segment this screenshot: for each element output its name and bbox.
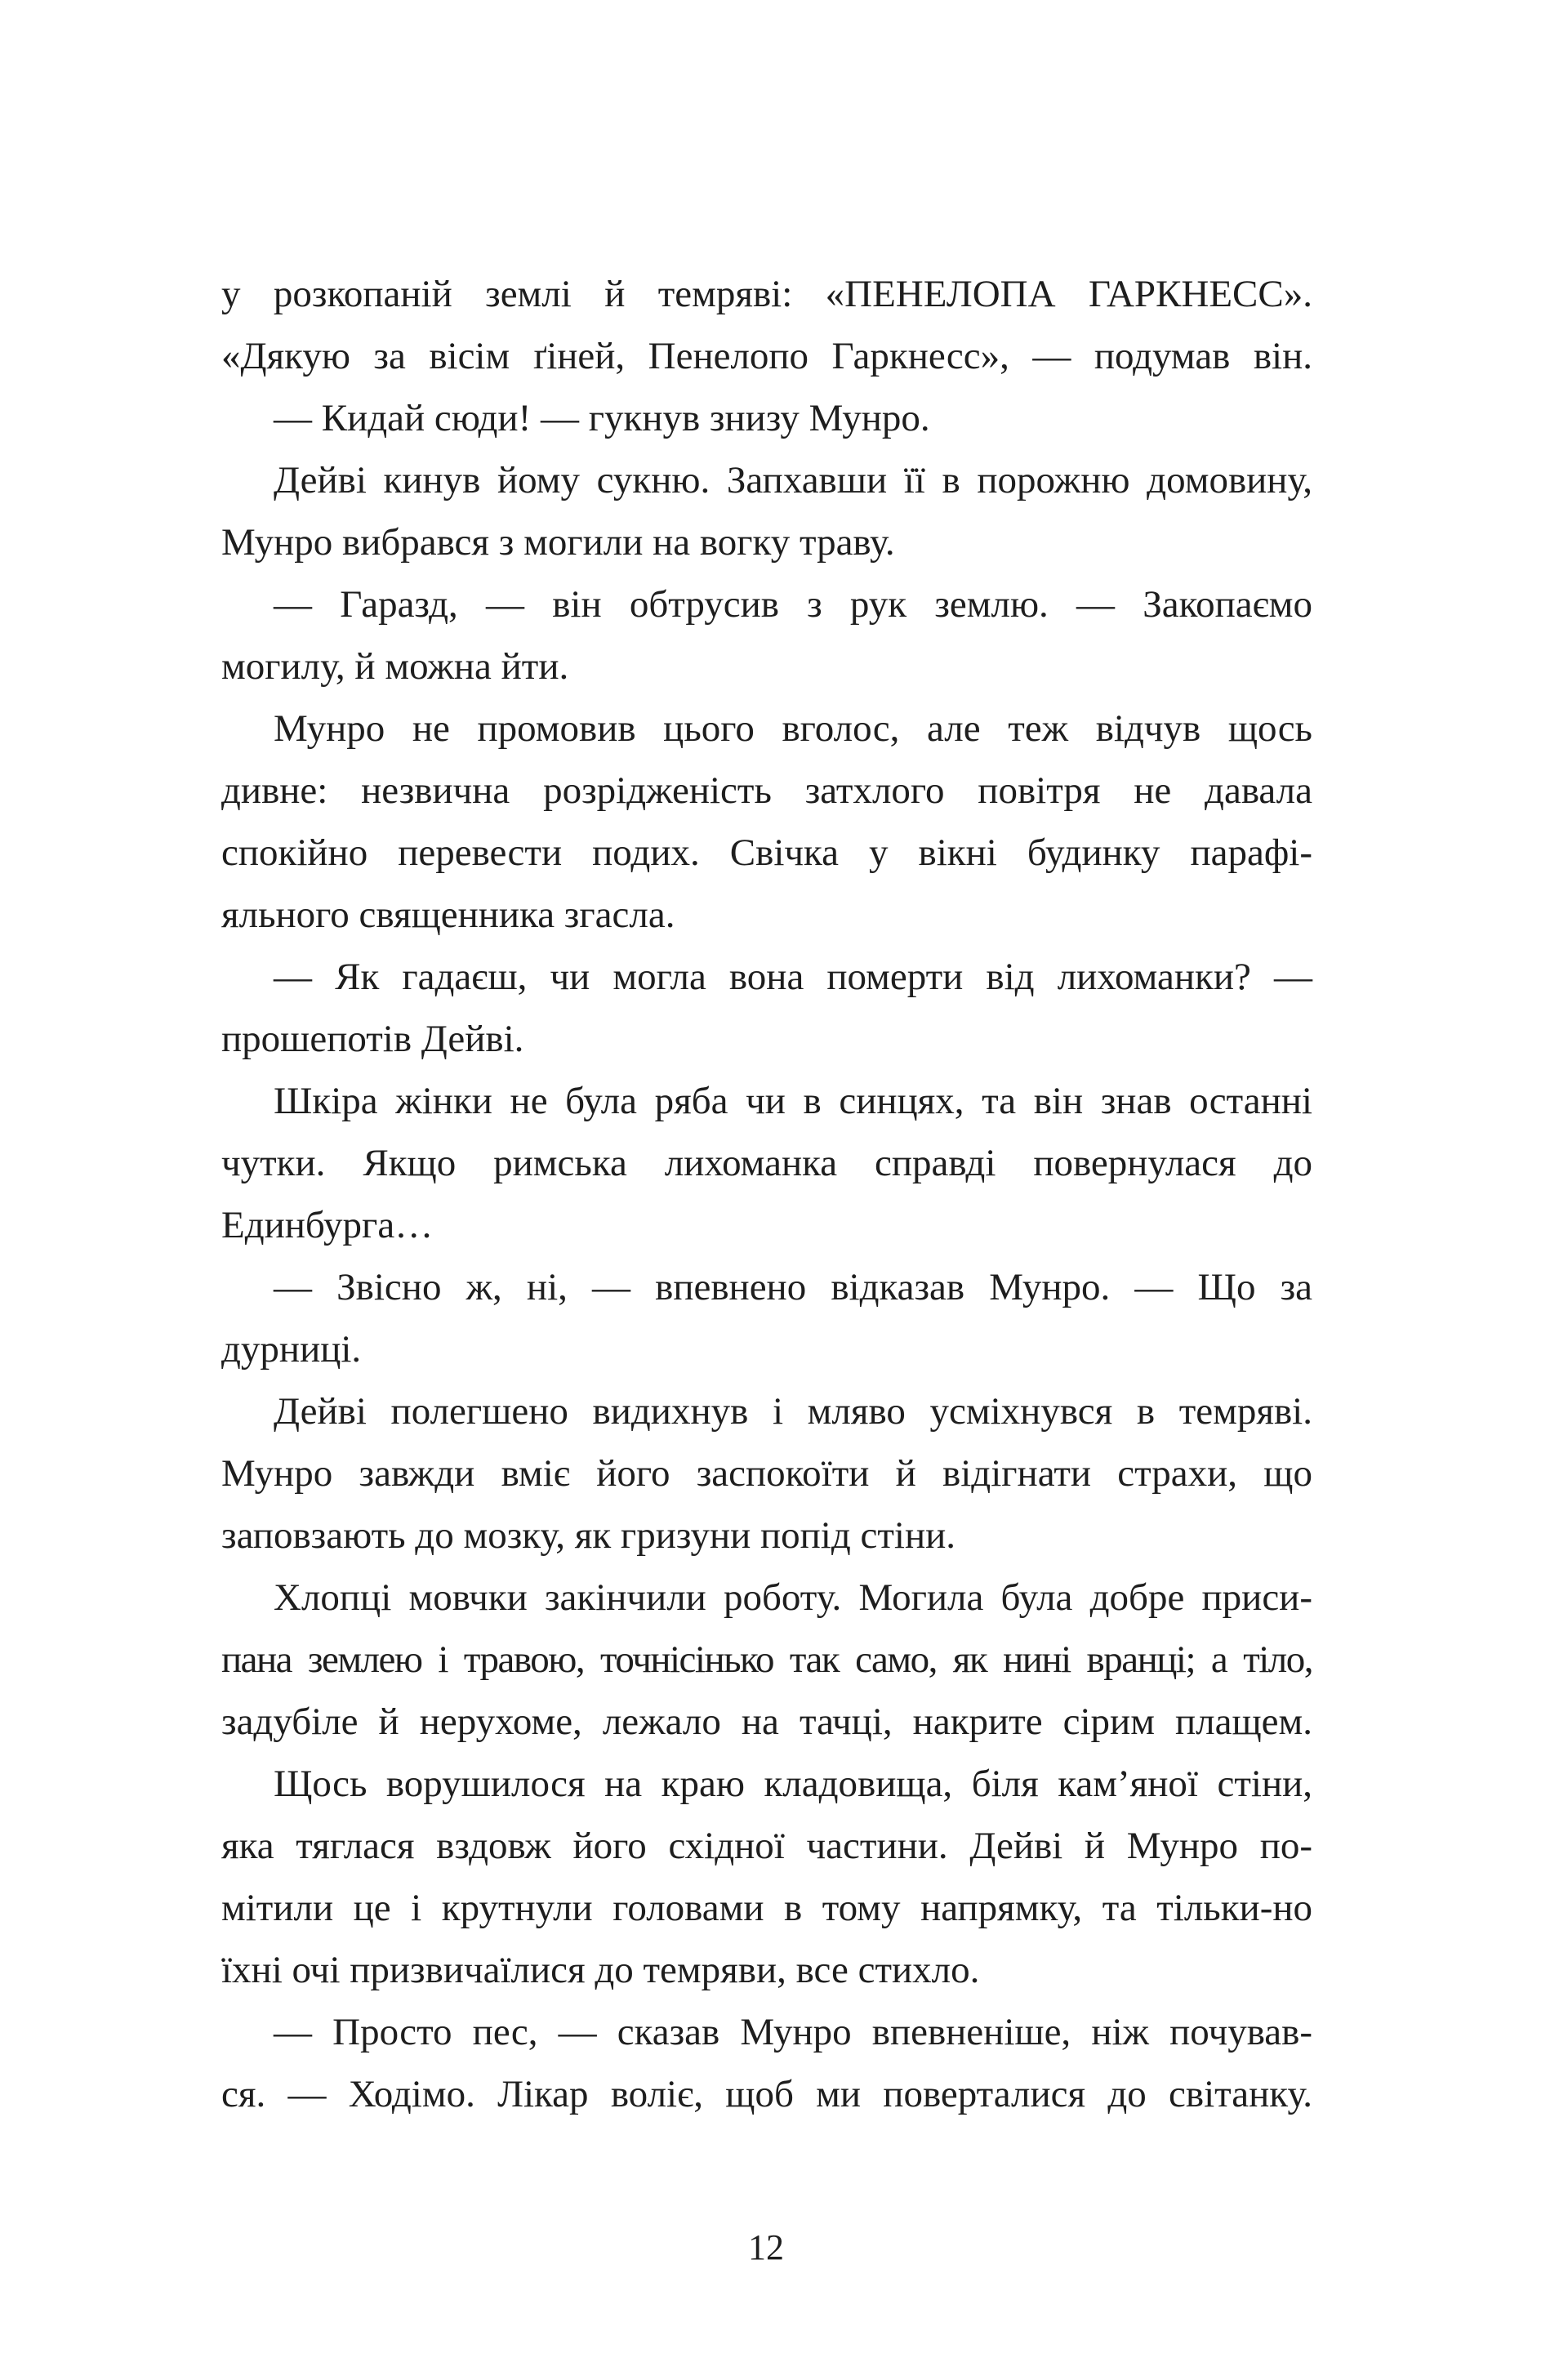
text-line: прошепотів Дейві. (221, 1018, 524, 1060)
text-line: мітили це і крутнули головами в тому напрямку, та тільки-но (221, 1887, 1312, 1929)
text-line: яка тяглася вздовж його східної частини. Дейві й Мунро по- (221, 1825, 1312, 1867)
text-line: спокійно перевести подих. Свічка у вікні будинку парафі- (221, 831, 1312, 874)
text-line: Дейві полегшено видихнув і мляво усміхнувся в темряві. (274, 1390, 1312, 1433)
text-line: Мунро вибрався з могили на вогку траву. (221, 521, 895, 564)
text-line: «Дякую за вісім ґіней, Пенелопо Гаркнесс», — подумав він. (221, 335, 1312, 377)
text-line: пана землею і травою, точнісінько так само, як нині вранці; а тіло, (221, 1638, 1312, 1681)
text-line: — Кидай сюди! — гукнув знизу Мунро. (274, 397, 930, 439)
text-line: заповзають до мозку, як гризуни попід стіни. (221, 1514, 956, 1557)
text-line: дурниці. (221, 1328, 362, 1371)
text-line: Дейві кинув йому сукню. Запхавши її в порожню домовину, (274, 459, 1312, 501)
text-line: — Звісно ж, ні, — впевнено відказав Мунро. — Що за (274, 1266, 1312, 1308)
text-line: Шкіра жінки не була ряба чи в синцях, та він знав останні (274, 1080, 1312, 1122)
text-line: Щось ворушилося на краю кладовища, біля кам’яної стіни, (274, 1763, 1312, 1805)
page-number: 12 (748, 2227, 784, 2267)
text-line: — Як гадаєш, чи могла вона померти від лихоманки? — (274, 956, 1312, 998)
text-line: у розкопаній землі й темряві: «ПЕНЕЛОПА ГАРКНЕСС». (221, 273, 1312, 315)
text-line: задубіле й нерухоме, лежало на тачці, накрите сірим плащем. (221, 1701, 1312, 1743)
text-line: Мунро не промовив цього вголос, але теж відчув щось (274, 707, 1312, 750)
text-line: — Гаразд, — він обтрусив з рук землю. — Закопаємо (274, 583, 1312, 626)
text-line: ся. — Ходімо. Лікар воліє, щоб ми поверталися до світанку. (221, 2073, 1312, 2115)
text-line: — Просто пес, — сказав Мунро впевненіше, ніж почував- (274, 2011, 1312, 2053)
text-line: яльного священника згасла. (221, 894, 675, 936)
text-line: Хлопці мовчки закінчили роботу. Могила була добре приси- (274, 1576, 1312, 1619)
text-line: Единбурга… (221, 1204, 434, 1246)
text-line: чутки. Якщо римська лихоманка справді повернулася до (221, 1142, 1312, 1184)
text-line: їхні очі призвичаїлися до темряви, все стихло. (221, 1949, 980, 1991)
text-line: Мунро завжди вміє його заспокоїти й відігнати страхи, що (221, 1452, 1312, 1495)
page-body-text (221, 263, 1312, 2125)
text-line: дивне: незвична розрідженість затхлого повітря не давала (221, 769, 1312, 812)
text-line: могилу, й можна йти. (221, 645, 569, 688)
